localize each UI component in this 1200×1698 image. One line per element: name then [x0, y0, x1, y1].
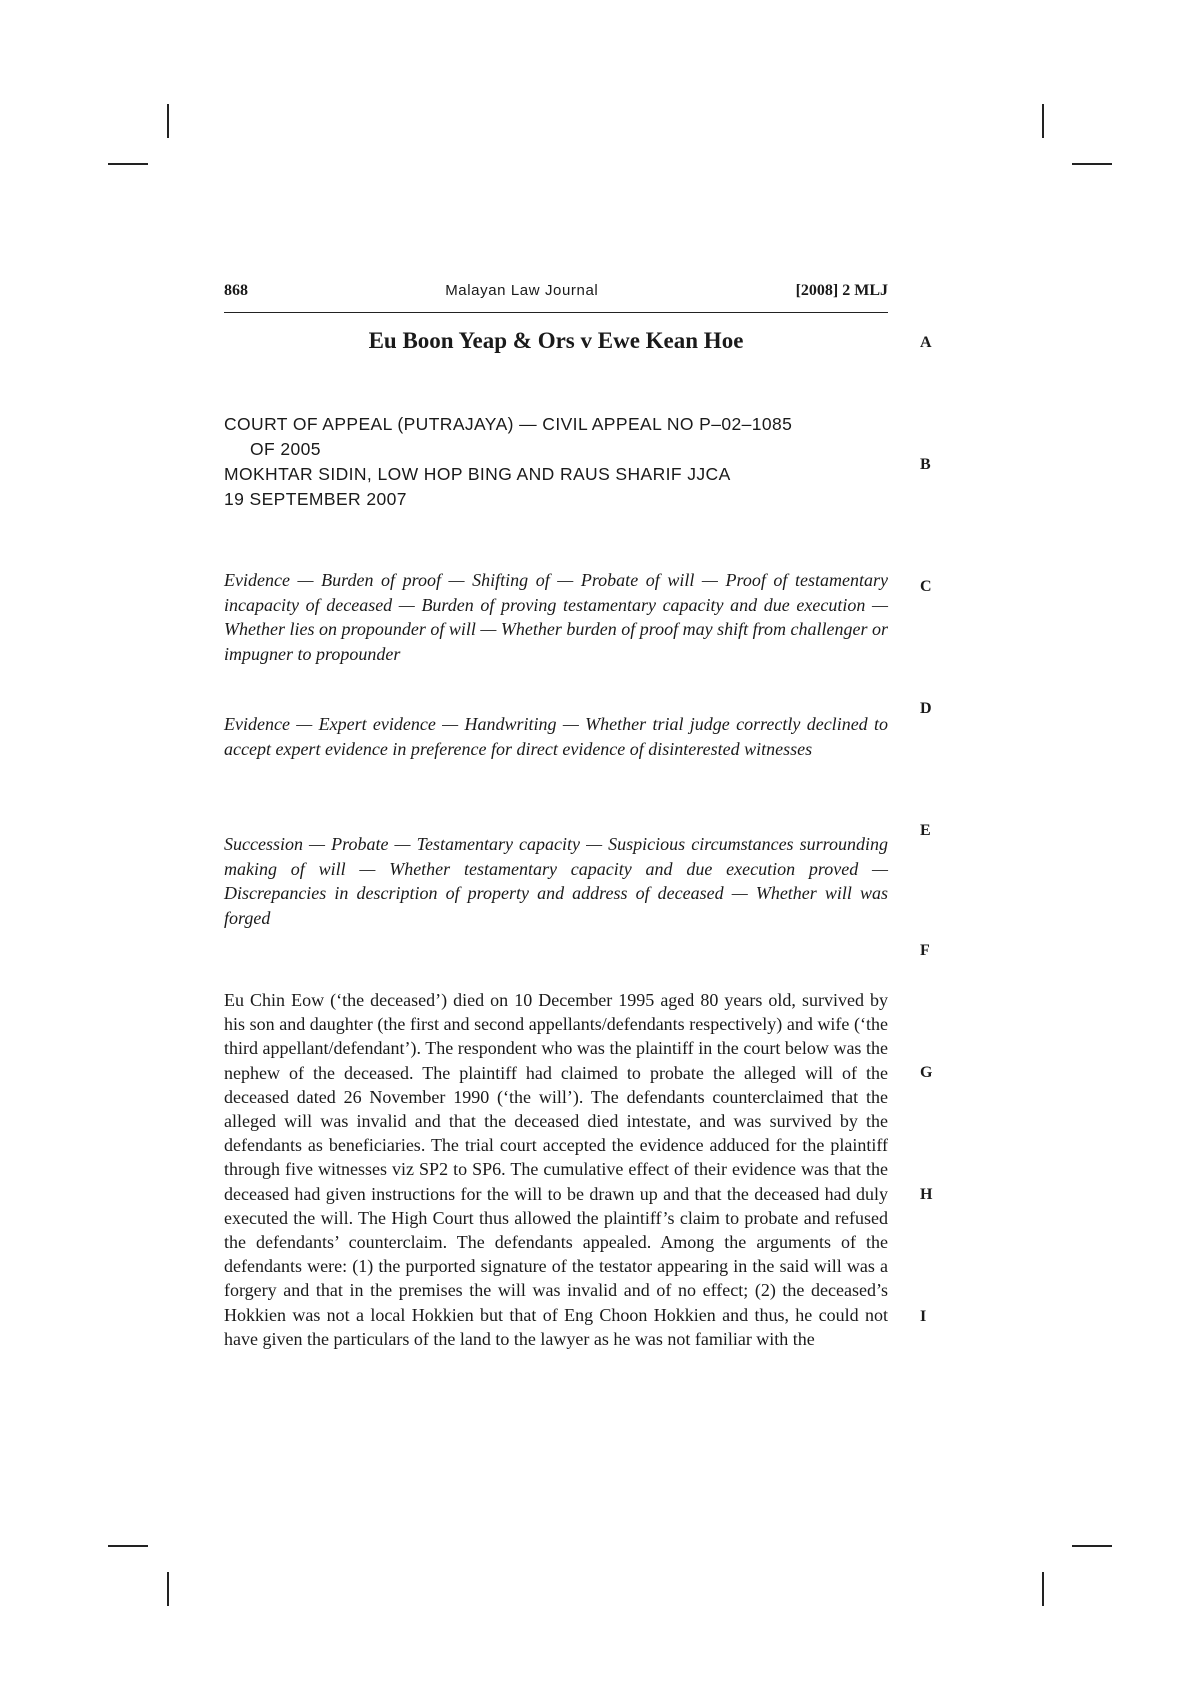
judges: MOKHTAR SIDIN, LOW HOP BING AND RAUS SHARIF JJCA [224, 464, 731, 484]
crop-mark-top-right-vertical [1042, 104, 1044, 138]
decision-date: 19 SEPTEMBER 2007 [224, 489, 407, 509]
crop-mark-bottom-right-vertical [1042, 1572, 1044, 1606]
catchword-evidence-burden: Evidence — Burden of proof — Shifting of — Probate of will — Proof of testamentary incapacity of deceased — Burden of proving testamentary capacity and due execution — Whether lies on propounder of will — Whether burden of proof may shift from challenger or impugner to propounder [224, 570, 888, 664]
citation: [2008] 2 MLJ [795, 282, 888, 299]
headnote-body: Eu Chin Eow (‘the deceased’) died on 10 December 1995 aged 80 years old, survived by his son and daughter (the first and second appellants/defendants respectively) and wife (‘the third appellant/defendant’). The respondent who was the plaintiff in the court below was the nephew of the deceased. The plaintiff had claimed to probate the alleged will of the deceased dated 26 November 1990 (‘the will’). The defendants counterclaimed that the alleged will was invalid and that the deceased died intestate, and was survived by the defendants as beneficiaries. The trial court accepted the evidence adduced for the plaintiff through five witnesses viz SP2 to SP6. The cumulative effect of their evidence was that the deceased had given instructions for the will to be drawn up and that the deceased had duly executed the will. The High Court thus allowed the plaintiff’s claim to probate and refused the defendants’ counterclaim. The defendants appealed. Among the arguments of the defendants were: (1) the purported signature of the testator appearing in the said will was a forgery and that in the premises the will was invalid and of no effect; (2) the deceased’s Hokkien was not a local Hokkien but that of Eng Choon Hokkien and thus, he could not have given the particulars of the land to the lawyer as he was not familiar with the [224, 990, 888, 1349]
crop-mark-bottom-left-horizontal [108, 1545, 148, 1547]
margin-letter-e: E [920, 822, 931, 839]
page-number: 868 [224, 282, 248, 299]
case-title: Eu Boon Yeap & Ors v Ewe Kean Hoe [368, 328, 744, 353]
crop-mark-top-left-horizontal [108, 163, 148, 165]
margin-letter-h: H [920, 1186, 933, 1203]
crop-mark-top-left-vertical [167, 104, 169, 138]
margin-letter-g: G [920, 1064, 933, 1081]
margin-letter-c: C [920, 578, 932, 595]
court-line-continued: OF 2005 [250, 439, 321, 459]
journal-name: Malayan Law Journal [445, 282, 599, 299]
crop-mark-top-right-horizontal [1072, 163, 1112, 165]
catchword-succession-probate: Succession — Probate — Testamentary capacity — Suspicious circumstances surrounding making of will — Whether testamentary capacity and due execution proved — Discrepancies in description of property and address of deceased — Whether will was forged [224, 834, 888, 928]
court-info [224, 412, 888, 512]
running-head [224, 282, 888, 313]
margin-letter-d: D [920, 700, 932, 717]
crop-mark-bottom-right-horizontal [1072, 1545, 1112, 1547]
crop-mark-bottom-left-vertical [167, 1572, 169, 1606]
catchword-evidence-expert: Evidence — Expert evidence — Handwriting — Whether trial judge correctly declined to accept expert evidence in preference for direct evidence of disinterested witnesses [224, 714, 888, 759]
margin-letter-f: F [920, 942, 930, 959]
margin-letter-i: I [920, 1308, 927, 1325]
court-line: COURT OF APPEAL (PUTRAJAYA) — CIVIL APPEAL NO P–02–1085 [224, 414, 793, 434]
margin-letter-a: A [920, 334, 932, 351]
margin-letter-b: B [920, 456, 931, 473]
